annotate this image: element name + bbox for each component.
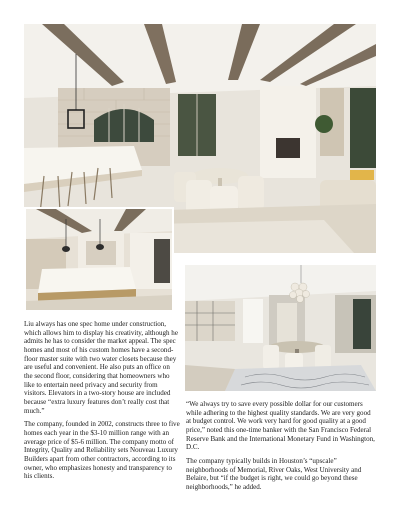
right-column-text — [186, 400, 376, 497]
dining-room-photo — [185, 265, 376, 391]
left-column-text — [24, 320, 180, 486]
paragraph: “We always try to save every possible dollar for our customers while adhering to the highest quality standards. We are very good at budget control. We work very hard for good quality at a good price,” noted this one-time banker with the San Francisco Federal Reserve Bank and the International Monetary Fund in Washington, D.C. — [186, 400, 375, 452]
paragraph: The company typically builds in Houston’s “upscale” neighborhoods of Memorial, River Oaks, West University and Belaire, but “if the budget is right, we could go beyond these neighborhoods,” he added. — [186, 456, 362, 491]
paragraph: The company, founded in 2002, constructs three to five homes each year in the $3-10 million range with an average price of $5-6 million. The company motto of Integrity, Quality and Reliability sets Nouveau Luxury Builders apart from other contractors, according to its owner, who emphasizes honesty and transparency to his clients. — [24, 420, 180, 481]
paragraph: Liu always has one spec home under construction, which allows him to display his creativity, although he admits he has to consider the market appeal. The spec homes and most of his custom homes have a second-floor master suite with two water closets because they are useful and convenient. He also puts an office on the second floor, considering that homeowners who like to entertain need privacy and security from visitors. Elevators in a two-story house are included because “extra luxury features don’t really cost that much.” — [24, 320, 178, 415]
kitchen-photo — [24, 207, 174, 312]
